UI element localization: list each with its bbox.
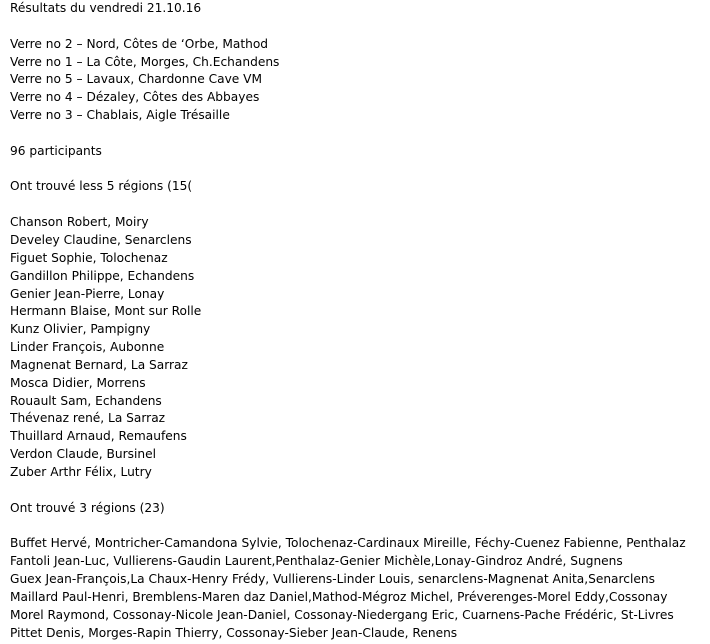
blank-line [10,517,706,535]
winner-name: Thuillard Arnaud, Remaufens [10,429,187,444]
three-regions-list [10,535,706,642]
blank-line [10,125,706,143]
winner-name: Linder François, Aubonne [10,340,165,355]
winner-name: Mosca Didier, Morrens [10,375,146,390]
winner-name: Kunz Olivier, Pampigny [10,322,151,337]
winner-name: Genier Jean-Pierre, Lonay [10,286,165,301]
five-regions-heading: Ont trouvé less 5 régions (15( [10,179,193,194]
winner-name: Gandillon Philippe, Echandens [10,268,195,283]
three-regions-line: Buffet Hervé, Montricher-Camandona Sylvie, Tolochenaz-Cardinaux Mireille, Féchy-Cuenez Fabienne, Penthalaz [10,536,686,551]
three-regions-heading: Ont trouvé 3 régions (23) [10,500,165,515]
winner-name: Chanson Robert, Moiry [10,215,149,230]
five-regions-list [10,214,706,482]
winner-name: Develey Claudine, Senarclens [10,232,192,247]
winner-name: Figuet Sophie, Tolochenaz [10,250,168,265]
verres-list [10,36,706,125]
document-title: Résultats du vendredi 21.10.16 [10,1,202,15]
winner-name: Zuber Arthr Félix, Lutry [10,464,152,479]
participants-count: 96 participants [10,143,102,158]
document-page [10,0,706,642]
verre-line: Verre no 1 – La Côte, Morges, Ch.Echandens [10,54,280,69]
winner-name: Thévenaz rené, La Sarraz [10,411,166,426]
blank-line [10,161,706,179]
winner-name: Hermann Blaise, Mont sur Rolle [10,304,202,319]
three-regions-line: Fantoli Jean-Luc, Vullierens-Gaudin Laurent,Penthalaz-Genier Michèle,Lonay-Gindroz André, Sugnens [10,554,623,569]
blank-line [10,18,706,36]
blank-line [10,482,706,500]
winner-name: Magnenat Bernard, La Sarraz [10,357,188,372]
three-regions-line: Morel Raymond, Cossonay-Nicole Jean-Daniel, Cossonay-Niedergang Eric, Cuarnens-Pache Frédéric, St-Livres [10,607,674,622]
verre-line: Verre no 4 – Dézaley, Côtes des Abbayes [10,90,260,105]
winner-name: Verdon Claude, Bursinel [10,447,156,462]
verre-line: Verre no 3 – Chablais, Aigle Trésaille [10,108,230,123]
winner-name: Rouault Sam, Echandens [10,393,162,408]
verre-line: Verre no 5 – Lavaux, Chardonne Cave VM [10,72,263,87]
verre-line: Verre no 2 – Nord, Côtes de ‘Orbe, Mathod [10,36,269,51]
three-regions-line: Guex Jean-François,La Chaux-Henry Frédy, Vullierens-Linder Louis, senarclens-Magnenat Anita,Senarclens [10,572,655,586]
three-regions-line: Maillard Paul-Henri, Bremblens-Maren daz Daniel,Mathod-Mégroz Michel, Préverenges-Morel Eddy,Cossonay [10,589,668,604]
three-regions-line: Pittet Denis, Morges-Rapin Thierry, Cossonay-Sieber Jean-Claude, Renens [10,625,458,640]
blank-line [10,196,706,214]
